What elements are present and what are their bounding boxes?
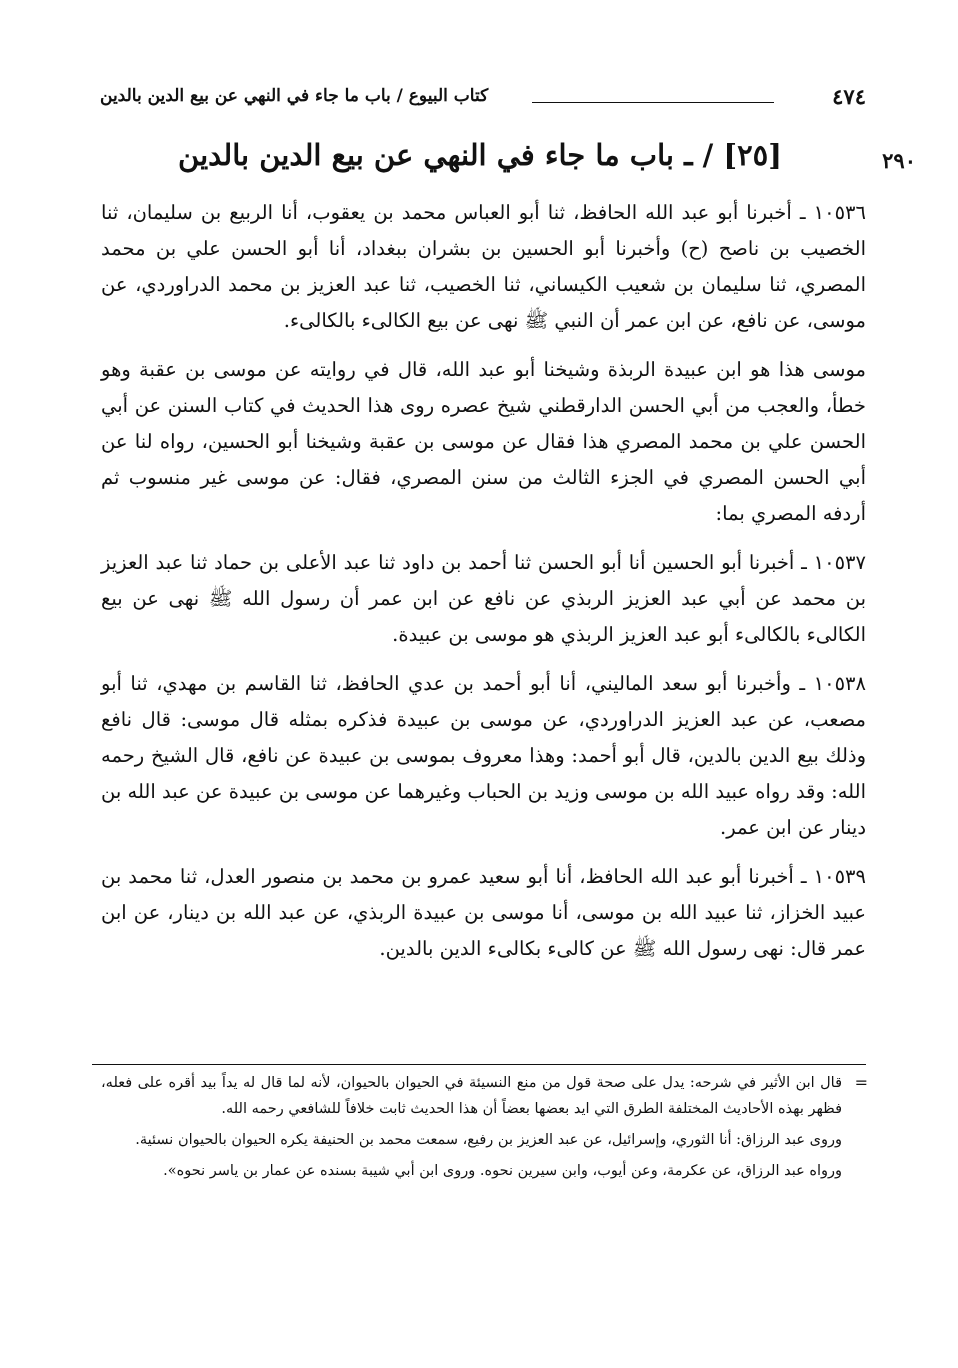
- hadith-10537: ١٠٥٣٧ ـ أخبرنا أبو الحسين أنا أبو الحسن ثنا أحمد بن داود ثنا عبد الأعلى بن حماد ثنا عبد العزيز بن محمد عن أبي عبد العزيز الربذي عن نافع عن ابن عمر أن رسول الله ﷺ نهى عن بيع الكالىء بالكالىء أبو عبد العزيز الربذي هو موسى بن عبيدة.: [101, 551, 867, 646]
- footnote-continuation-marker: =: [854, 1073, 868, 1092]
- footnote-item: [101, 1070, 868, 1122]
- running-title: كتاب البيوع / باب ما جاء في النهي عن بيع الدين بالدين: [100, 86, 489, 106]
- page-number: ٤٧٤: [832, 84, 866, 109]
- footnotes: [101, 1070, 868, 1189]
- hadith-10538: ١٠٥٣٨ ـ وأخبرنا أبو سعد الماليني، أنا أبو أحمد بن عدي الحافظ، ثنا القاسم بن مهدي، ثنا أبو مصعب، عن عبد العزيز الدراوردي، عن موسى بن عبيدة فذكره بمثله قال موسى: قال نافع وذلك بيع الدين بالدين، قال أبو أحمد: وهذا معروف بموسى بن عبيدة عن نافع، قال الشيخ رحمه الله: وقد رواه عبيد الله بن موسى وزيد بن الحباب وغيرهما عن موسى بن عبيدة عن عبد الله بن دينار عن ابن عمر.: [101, 672, 866, 839]
- chapter-title: [٢٥] / ـ باب ما جاء في النهي عن بيع الدين بالدين: [178, 138, 782, 172]
- header-rule: [532, 102, 774, 103]
- running-header: [100, 82, 866, 116]
- footnote-item: وروى عبد الرزاق: أنا الثوري، وإسرائيل، عن عبد العزيز بن رفيع، سمعت محمد بن الحنيفة يكره الحيوان بالحيوان نسئية.: [135, 1132, 842, 1148]
- hadith-10539: ١٠٥٣٩ ـ أخبرنا أبو عبد الله الحافظ، أنا أبو سعيد عمرو بن محمد بن منصور العدل، ثنا محمد بن عبيد الخزاز، ثنا عبيد الله بن موسى، أنا موسى بن عبيدة الربذي، عن عبد الله بن دينار، عن ابن عمر قال: نهى رسول الله ﷺ عن كالىء بكالىء الدين بالدين.: [101, 865, 866, 960]
- footnote-rule: [92, 1064, 866, 1065]
- footnote-text: قال ابن الأثير في شرحه: يدل على صحة قول من منع النسيئة في الحيوان بالحيوان، لأنه لما قال له يداً بيد أقره على فعله، فظهر بهذه الأحاديث المختلفة الطرق التي ايد بعضها بعضاً أن هذا الحديث ثابت خلافاً للشافعي رحمه الله.: [101, 1075, 842, 1117]
- footnote-item: ورواه عبد الرزاق، عن عكرمة، وعن أيوب، وابن سيرين نحوه. وروى ابن أبي شيبة بسنده عن عمار بن ياسر نحوه».: [163, 1163, 842, 1179]
- margin-number: ٢٩٠: [882, 148, 916, 173]
- commentary-paragraph: موسى هذا هو ابن عبيدة الربذة وشيخنا أبو عبد الله، قال في روايته عن موسى بن عقبة وهو خطأ، والعجب من أبي الحسن الدارقطني شيخ عصره روى هذا الحديث في كتاب السنن عن أبي الحسن علي بن محمد المصري هذا فقال عن موسى بن عقبة وشيخنا أبو الحسين، رواه لنا عن أبي الحسن المصري في الجزء الثالث من سنن المصري، فقال: عن موسى غير منسوب ثم أردفه المصري بما:: [101, 358, 866, 525]
- main-text: [101, 195, 866, 980]
- hadith-10536: ١٠٥٣٦ ـ أخبرنا أبو عبد الله الحافظ، ثنا أبو العباس محمد بن يعقوب، أنا الربيع بن سليمان، ثنا الخصيب بن ناصح (ح) وأخبرنا أبو الحسين بن بشران ببغداد، أنا أبو الحسن علي بن محمد المصري، ثنا سليمان بن شعيب الكيساني، ثنا الخصيب، ثنا عبد العزيز بن محمد الدراوردي، عن موسى، عن نافع، عن ابن عمر أن النبي ﷺ نهى عن بيع الكالىء بالكالىء.: [101, 201, 866, 332]
